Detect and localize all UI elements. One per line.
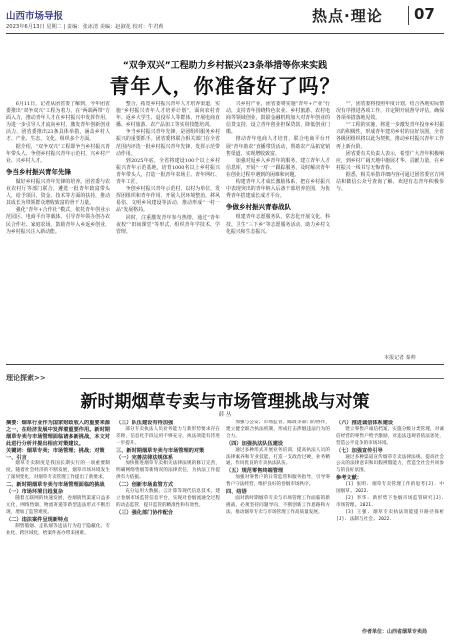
paragraph: 加强对返乡入乡青年的服务，建立青年人才信息库，开展“一对一”跟踪服务，及时解决青年在创业过程中遇到的困难和问题。	[226, 157, 330, 178]
paragraph: 随着互联网的快速发展，卷烟销售渠道日益多元化，网络售烟、物流寄递等新型违法形式不断出现，增加了监管难度。	[6, 495, 110, 515]
paragraph: 摘要：烟草行业作为国家财政收入的重要来源之一，在经济发展中发挥着重要作用。新时期烟草专卖与市场管理面临诸多新挑战，本文对此进行分析并提出相应对策建议。	[6, 420, 110, 447]
paragraph: 团省委有关负责人表示，希望广大青年积极响应，到乡村广阔天地中施展才华、贡献力量，在乡村振兴一线书写无悔青春。	[336, 150, 444, 171]
article-column-4	[336, 101, 444, 351]
paragraph: 6月11日，记者从团省委了解到，今年团省委推出“双争双兴”工程为着力，在“两端两带”方面入力，推动青年人才在乡村振兴中发挥作用，为进一步引导人才流向乡村，激发青年创新创业活力，团省委推出23条具体举措，涵盖乡村人才、产业、生态、文化、组织多个方面。	[6, 101, 110, 143]
paragraph: 组建青年志愿服务队，常态化开展文化、科技、卫生“三下乡”等志愿服务活动，助力乡村文化振兴和生态振兴。	[226, 214, 330, 235]
col1-paragraphs	[6, 101, 110, 165]
theory-col2-paragraphs	[116, 420, 220, 517]
article-headline: 青年人，你准备好了吗？	[109, 74, 341, 98]
paragraph: “”，团省委将按照年度计划，结合各地实际情况有序推进各项工作，并定期开展督导评估，确保各项举措落地见效。	[336, 101, 444, 122]
paragraph: （五）规范零售终端管理	[226, 468, 284, 475]
paragraph: 加强对零售户的日常监管和服务指导，引导零售户守法经营，维护良好的卷烟市场秩序。	[226, 475, 330, 488]
article-byline: 本报记者 秦帅	[384, 355, 416, 361]
article-column-3	[226, 101, 330, 351]
paragraph: （二）创新市场监管方式	[116, 482, 174, 489]
theory-author: 薛 丛	[218, 412, 232, 418]
col2-paragraphs	[116, 101, 220, 236]
paragraph: 制售假烟、走私烟等违法行为趋于隐蔽化、专业化、跨区域化，给案件查办带来困难。	[6, 523, 110, 536]
paragraph: 整合，拓宽乡村振兴青年人才培养渠道，实施“乡村振兴青年人才培养计划”，面向农村青年、返乡大学生、退役军人等群体，开展电商直播、乡村旅游、农产品加工等实用技能培训。	[116, 101, 220, 129]
paragraph: 加强与公安、市场监管、邮政等部门的协作，建立健全联合执法机制，形成打击涉烟违法行为的合力。	[226, 420, 330, 439]
paragraph: 建立零售户诚信档案，实施分级分类管理，对诚信经营的零售户给予激励，对违法违规者依法惩处，营造公平竞争的市场环境。	[336, 426, 444, 446]
paragraph: 充分运用大数据、云计算等现代信息技术，建立卷烟市场监管信息平台，实现对卷烟流通全过程的动态监管，提升监管的精准性和有效性。	[116, 489, 220, 508]
header-rule	[6, 33, 444, 34]
paragraph: [2] 李华. 新形势下卷烟市场监管研究[J]. 市场管理, 2021.	[336, 495, 444, 508]
col1b-paragraphs	[6, 179, 110, 236]
paragraph: “”工程的实施，将进一步激发青年投身乡村振兴的积极性，形成青年建功乡村的良好氛围。全省各级团组织将以此为契机，推动乡村振兴青年工作再上新台阶。	[336, 122, 444, 150]
paragraph: 四、结语	[226, 489, 247, 496]
theory-column-1	[6, 420, 110, 626]
author-unit: 作者单位：山西省烟草专卖局	[362, 629, 428, 635]
paragraph: （一）完善法律法规体系	[116, 454, 174, 461]
paragraph: 兴乡村产业，团省委将实施“青年+产业”行动，支持青年围绕特色农业、乡村旅游、农村电商等领域创业，鼓励金融机构加大对青年创业的信贷支持，设立青年创业担保贷款，降低创业门槛。	[226, 101, 330, 136]
paper-name: 山西市场导报	[6, 11, 64, 22]
paragraph: 一、引言	[6, 454, 27, 461]
paragraph: 参考文献：	[336, 475, 362, 482]
col3b-paragraphs	[226, 214, 330, 235]
section-divider	[6, 364, 444, 365]
paragraph: 部分专卖执法人员业务能力与新形势要求存在差距，信息化手段运用不够充分，执法效能有待进一步提升。	[116, 426, 220, 446]
paragraph: 同时，注重激发青年参与热情，通过“青年夜校”“田间课堂”等形式，组织青年学技术、学管理。	[116, 214, 220, 235]
dateline: 2023年6月13日 星期二 | 责编：张冰清 美编：赵淑花 校对：牛君莉	[6, 24, 164, 30]
article-column-1	[6, 101, 110, 351]
article-kicker: “双争双兴”工程助力乡村振兴23条举措等你来实践	[122, 61, 328, 71]
paragraph: 通过多种形式开展业务培训，提高执法人员的法律素养和专业技能，打造一支政治过硬、业务精通、作风优良的专卖执法队伍。	[226, 447, 330, 467]
paragraph: 据悉，相关举措详细内容可通过团省委官方网站和微信公众号查询了解，欢迎有志青年积极参与。	[336, 171, 444, 193]
theory-column-4	[336, 420, 444, 626]
paragraph: [1] 张明. 烟草专卖管理工作的思考[J]. 中国烟草, 2022.	[336, 482, 444, 495]
paragraph: 争当乡村振兴青年先锋，是团组织服务乡村振兴的重要抓手。团省委将联合相关部门在全省范围内评选一批乡村振兴青年先锋，发挥示范带动作用。	[116, 129, 220, 157]
paragraph: 构建青年人才成长激励体系，把在乡村振兴中表现突出的青年纳入后备干部培养范围，为优秀青年搭建成长成才平台。	[226, 179, 330, 200]
paragraph: 做好乡村振兴青年先锋的培养。团省委与农业农村厅等部门联合，遴选一批青年致富带头人，给予项目、资金、技术等方面的扶持，推动其成长为带领群众增收致富的骨干力量。	[6, 178, 110, 207]
paragraph: 二、新时期烟草专卖与市场管理面临的挑战	[6, 482, 105, 489]
paragraph: 据介绍，“双争双兴”工程即争当乡村振兴青年带头人、争创乡村振兴青年示范村，兴乡村产业、兴乡村人才。	[6, 143, 110, 164]
paragraph: 争创乡村振兴青年示范村，以村为单位，发挥团组织和青年作用，开展人居环境整治、移风易俗、文明乡风建设等活动，推动形成“一村一品”发展格局。	[116, 186, 220, 214]
theory-col4-paragraphs	[336, 420, 444, 524]
theory-col1-paragraphs	[6, 420, 110, 537]
paragraph: （七）加强宣传引导	[336, 447, 383, 454]
paragraph: （二）违法案件呈现新特点	[6, 516, 69, 523]
paragraph: 推动青年电商人才培育，联合电商平台开展“青年助农”直播带货活动，帮助农产品拓宽销售渠道，实现增收致富。	[226, 136, 330, 157]
paragraph: 关键词：烟草专卖；市场管理；挑战；对策	[6, 447, 105, 454]
paragraph: 三、新时期烟草专卖与市场管理的对策	[116, 447, 205, 454]
paragraph: （四）加强执法队伍建设	[226, 440, 284, 447]
paragraph: 加快推进烟草专卖相关法律法规的修订完善，明确网络售烟等新情况的法律责任，为执法工作提供有力依据。	[116, 461, 220, 481]
col3-paragraphs	[226, 101, 330, 200]
paragraph: （三）强化部门协作配合	[116, 509, 174, 516]
paragraph: 到2025年底，全省将建设100个以上乡村振兴青年示范基地，培育1000名以上乡村振兴青年带头人，打造一批青年农场主、青年网红、青年工匠。	[116, 157, 220, 186]
paragraph: 通过多种渠道宣传烟草专卖法律法规，提高社会公众的法律意识和识假辨假能力，营造全社会共同参与的良好氛围。	[336, 454, 444, 474]
section-title: 热点·理论	[312, 7, 383, 25]
article-subhead-1: 争当乡村振兴青年先锋	[6, 167, 71, 176]
paragraph: （三）队伍建设有待加强	[116, 420, 174, 426]
theory-column-3	[226, 420, 330, 626]
page-number: 07	[414, 5, 435, 23]
paragraph: （一）市场环境日趋复杂	[6, 489, 64, 496]
theory-column-2	[116, 420, 220, 626]
paragraph: [3] 王强. 烟草专卖执法效能提升路径探析[J]. 法制与社会, 2022.	[336, 509, 444, 522]
col4-paragraphs	[336, 101, 444, 193]
article-subhead-2: 争做乡村振兴青春战队	[226, 203, 291, 212]
article-column-2	[116, 101, 220, 351]
theory-headline: 新时期烟草专卖与市场管理挑战与对策	[80, 392, 370, 412]
theory-band-line	[80, 378, 444, 379]
paragraph: （六）推进诚信体系建设	[336, 420, 394, 426]
paragraph: 面对新时期烟草专卖与市场管理工作面临的新挑战，必须坚持问题导向，不断创新工作思路和方法，推动烟草专卖与市场管理工作高质量发展。	[226, 495, 330, 515]
paragraph: 烟草专卖制度是我国长期实行的一项重要制度。随着社会经济的不断发展，烟草市场环境发生了深刻变化，对烟草专卖管理工作提出了新要求。	[6, 461, 110, 481]
paragraph: 强化“青年+合作社”模式，依托青年创业示范园区、电商平台等载体，引导青年领办创办农民合作社、家庭农场。鼓励青年入乡返乡创业，为乡村振兴注入新动能。	[6, 207, 110, 235]
theory-band-label: 理论探索>>	[6, 374, 46, 382]
theory-col3-paragraphs	[226, 420, 330, 517]
